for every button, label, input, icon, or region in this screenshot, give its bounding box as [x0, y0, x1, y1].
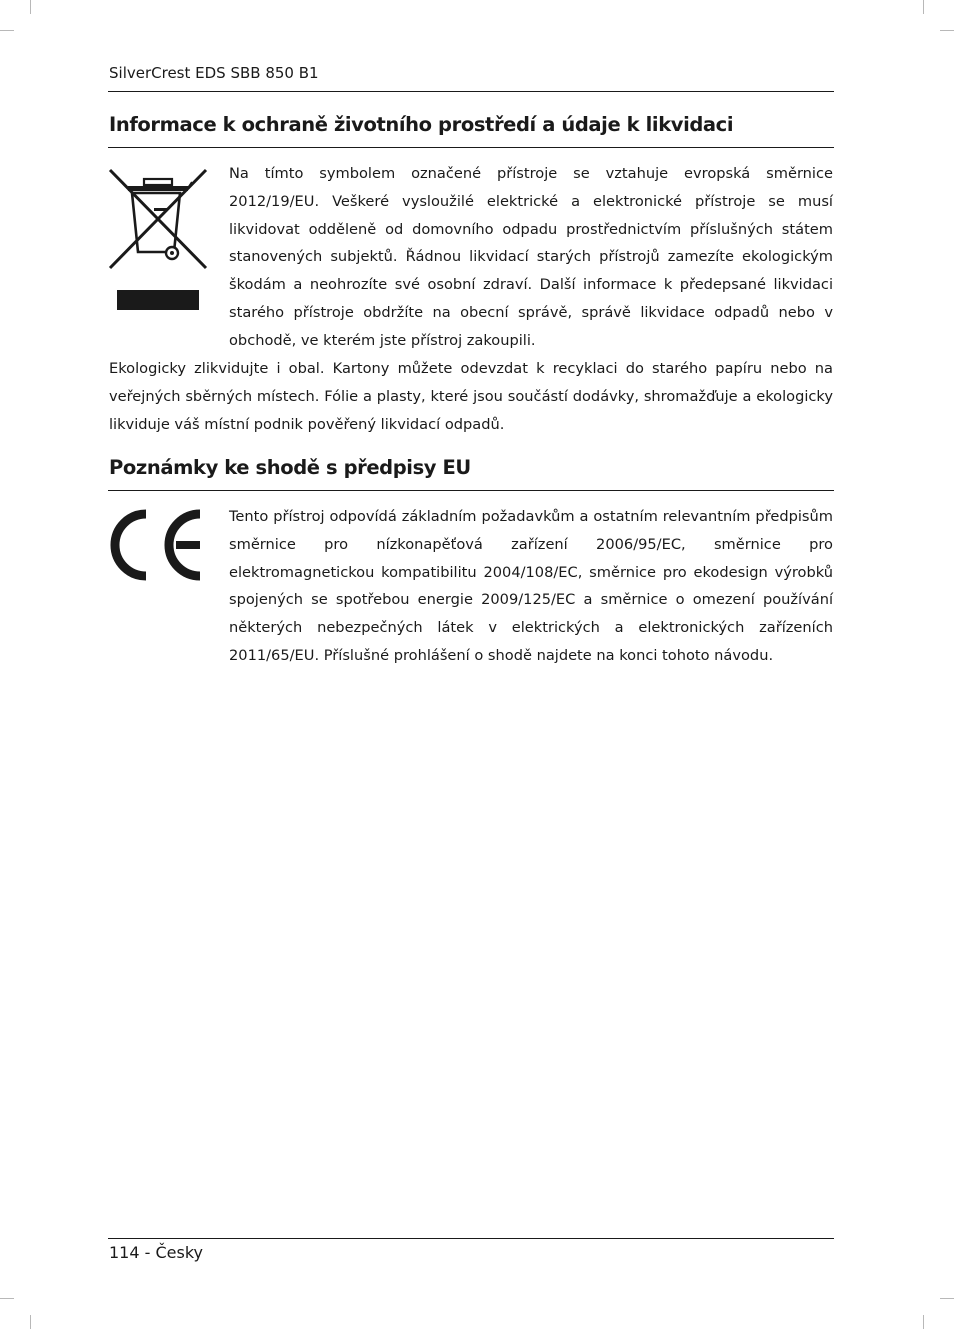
section-rule [108, 490, 834, 491]
section-rule [108, 147, 834, 148]
section-heading-environment: Informace k ochraně životního prostředí a údaje k likvidaci [109, 113, 734, 136]
weee-crossed-bin-icon [108, 168, 208, 314]
section-heading-eu-conformity: Poznámky ke shodě s předpisy EU [109, 456, 471, 479]
footer-rule [108, 1238, 834, 1239]
ce-mark-icon [108, 508, 209, 582]
crop-mark [30, 0, 31, 14]
crop-mark [940, 1298, 954, 1299]
crop-mark [30, 1315, 31, 1329]
page-number: 114 - Česky [109, 1243, 203, 1262]
crop-mark [0, 30, 14, 31]
ce-paragraph: Tento přístroj odpovídá základním požadavkům a ostatním relevantním předpisům směrnice pro nízkonapěťová zařízení 2006/95/EC, směrnice pro elektromagnetickou kompatibilitu 2004/108/EC, směrnice pro ekodesign výrobků spojených se spotřebou energie 2009/125/EC a směrnice o omezení používání některých nebezpečných látek v elektrických a elektronických zařízeních 2011/65/EU. Příslušné prohlášení o shodě najdete na konci tohoto návodu. [229, 508, 833, 664]
crop-mark [940, 30, 954, 31]
crop-mark [923, 1315, 924, 1329]
weee-paragraph: Na tímto symbolem označené přístroje se vztahuje evropská směrnice 2012/19/EU. Veškeré vysloužilé elektrické a elektronické přístroje se musí likvidovat odděleně od domovního odpadu prostřednictvím příslušných státem stanovených subjektů. Řádnou likvidací starých přístrojů zamezíte ekologickým škodám a neohrozíte své osobní zdraví. Další informace k předepsané likvidaci starého přístroje obdržíte na obecní správě, správě likvidace odpadů nebo v obchodě, ve kterém jste přístroj zakoupili. [229, 165, 833, 349]
running-header: SilverCrest EDS SBB 850 B1 [109, 64, 319, 82]
crop-mark [0, 1298, 14, 1299]
packaging-paragraph: Ekologicky zlikvidujte i obal. Kartony můžete odevzdat k recyklaci do starého papíru nebo na veřejných sběrných místech. Fólie a plasty, které jsou součástí dodávky, shromažďuje a ekologicky likviduje váš místní podnik pověřený likvidací odpadů. [109, 360, 833, 433]
crop-mark [923, 0, 924, 14]
header-rule [108, 91, 834, 92]
